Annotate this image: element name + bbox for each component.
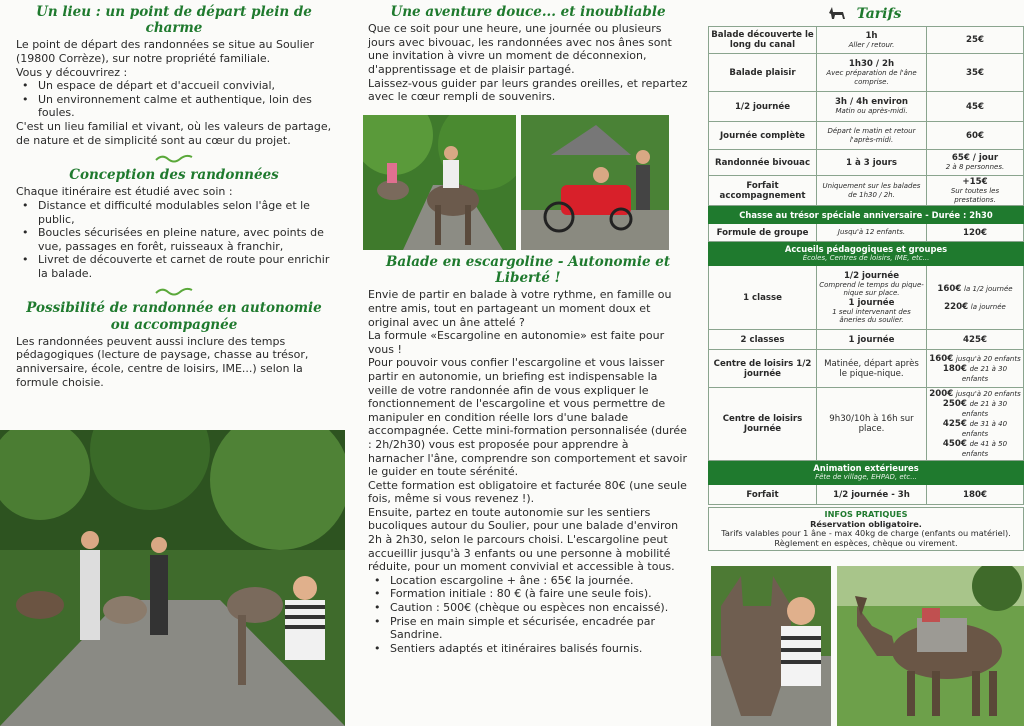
list-item: • Sentiers adaptés et itinéraires balisés fournis. — [368, 642, 688, 656]
cell-label: Forfait accompagnement — [709, 176, 817, 206]
cell-label: 1/2 journée — [709, 92, 817, 122]
cell-label: Formule de groupe — [709, 224, 817, 242]
price-note: de 41 à 50 enfants — [961, 440, 1008, 458]
cell-duration: Matinée, départ après le pique-nique. — [817, 350, 927, 388]
duration-note: Comprend le temps du pique-nique sur place. — [819, 280, 924, 297]
band-cell — [709, 461, 1024, 485]
cell-price — [927, 92, 1024, 122]
price: 160€ — [929, 353, 954, 364]
cell-duration: Départ le matin et retour l'après-midi. — [817, 122, 927, 150]
price: 220€ — [944, 301, 969, 312]
paragraph: Laissez-vous guider par leurs grandes oreilles, et repartez avec le cœur rempli de souvenirs. — [368, 76, 688, 104]
photo-family-donkeys — [0, 430, 345, 726]
cell-price — [927, 176, 1024, 206]
table-row — [709, 388, 1024, 461]
cell-duration: 9h30/10h à 16h sur place. — [817, 388, 927, 461]
duration-note: Matin ou après-midi. — [835, 107, 908, 116]
heading-aventure: Une aventure douce... et inoubliable — [390, 4, 666, 20]
paragraph: Le point de départ des randonnées se situe au Soulier (19800 Corrèze), sur notre propriété familiale. — [16, 38, 315, 65]
band-note: Fête de village, EHPAD, etc... — [815, 473, 917, 482]
list — [368, 574, 688, 656]
list-item: • Boucles sécurisées en pleine nature, avec points de vue, passages en forêt, ruisseaux à franchir, — [16, 226, 332, 253]
tarifs-title: Tarifs — [856, 5, 902, 22]
price: 45€ — [966, 101, 984, 112]
cell-duration — [817, 330, 927, 350]
price: 160€ — [937, 283, 962, 294]
squiggle-divider — [154, 285, 194, 297]
duration: 1 journée — [848, 297, 895, 308]
table-row — [709, 92, 1024, 122]
band-label: Accueils pédagogiques et groupes — [784, 244, 948, 255]
cell-label: Balade découverte le long du canal — [709, 27, 817, 54]
paragraph: Ensuite, partez en toute autonomie sur les sentiers bucoliques autour du Soulier, pour une balade d'environ 2h à 2h30, selon le parcours choisi. L'escargoline peut accueillir jusqu'à 3 enfants ou une personne à mobilité réduite, pour un moment convivial et accessible à tous. — [368, 505, 679, 574]
cell-duration — [817, 266, 927, 330]
table-row — [709, 350, 1024, 388]
duration-note: Aller / retour. — [848, 40, 895, 49]
paragraph: Vous y découvrirez : — [16, 65, 128, 79]
cell-label: Centre de loisirs 1/2 journée — [709, 350, 817, 388]
band-note: Écoles, Centres de loisirs, IME, etc... — [802, 254, 930, 263]
heading-escargoline: Balade en escargoline - Autonomie et Liberté ! — [385, 254, 671, 287]
price: 180€ — [963, 489, 987, 500]
paragraph: Envie de partir en balade à votre rythme, en famille ou entre amis, tout en partageant un moment doux et original avec un âne attelé ? — [368, 288, 672, 329]
list-item: • Prise en main simple et sécurisée, encadrée par Sandrine. — [368, 615, 688, 642]
cell-price — [927, 54, 1024, 92]
price: 250€ — [942, 399, 967, 409]
section-band — [709, 461, 1024, 485]
photo-donkey-with-packs — [837, 566, 1024, 726]
duration: 1h — [865, 30, 878, 41]
price-note: jusqu'à 20 enfants — [955, 354, 1021, 363]
cell-price — [927, 350, 1024, 388]
table-row — [709, 150, 1024, 176]
price: 120€ — [963, 227, 987, 238]
cell-price — [927, 266, 1024, 330]
table-row — [709, 122, 1024, 150]
paragraph: C'est un lieu familial et vivant, où les valeurs de partage, de nature et de simplicité sont au cœur du projet. — [16, 119, 332, 147]
duration: 3h / 4h environ — [834, 97, 909, 108]
price: +15€ — [962, 177, 988, 187]
tarifs-header — [708, 4, 1020, 24]
photo-escargoline-cart — [521, 115, 669, 250]
band-label: Animation extérieures — [813, 463, 919, 474]
section-band — [709, 206, 1024, 224]
price: 60€ — [966, 130, 984, 141]
cell-duration — [817, 485, 927, 505]
paragraph: Les randonnées peuvent aussi inclure des temps pédagogiques (lecture de paysage, chasse au trésor, anniversaire, école, centre de loisirs, IME...) selon la formule choisie. — [16, 334, 309, 389]
list-item: • Livret de découverte et carnet de route pour enrichir la balade. — [16, 253, 332, 280]
table-row — [709, 54, 1024, 92]
list-item: • Un espace de départ et d'accueil convivial, — [16, 79, 332, 93]
cell-price — [927, 150, 1024, 176]
price: 25€ — [966, 35, 984, 45]
list-item: • Formation initiale : 80 € (à faire une seule fois). — [368, 587, 688, 601]
cell-price — [927, 388, 1024, 461]
paragraph: La formule «Escargoline en autonomie» est faite pour vous ! — [368, 329, 665, 356]
cell-price — [927, 27, 1024, 54]
cell-label: Randonnée bivouac — [709, 150, 817, 176]
heading-lieu: Un lieu : un point de départ plein de charme — [36, 4, 312, 37]
paragraph: Pour pouvoir vous confier l'escargoline et vous laisser partir en autonomie, un briefing est indispensable la veille de votre randonnée afin de vous expliquer le fonctionnement de l'escargoline et vous permettre de manipuler en condition réelle lors d'une balade accompagnée. Cette mini-formation personnalisée (durée : 2h/2h30) vous est proposée pour apprendre à harnacher l'âne, comprendre son comportement et savoir le guider en toute sérénité. — [368, 356, 688, 479]
list-item: • Caution : 500€ (chèque ou espèces non encaissé). — [368, 601, 688, 615]
cell-duration — [817, 150, 927, 176]
table-row — [709, 176, 1024, 206]
price-note: jusqu'à 20 enfants — [955, 390, 1021, 398]
duration: 1h30 / 2h — [848, 59, 895, 69]
cell-price — [927, 224, 1024, 242]
price: 180€ — [942, 363, 967, 374]
infos-subtitle: Réservation obligatoire. — [810, 518, 922, 529]
price-note: de 31 à 40 enfants — [961, 420, 1008, 438]
table-row — [709, 485, 1024, 505]
cell-duration — [817, 27, 927, 54]
duration: 1 journée — [848, 334, 895, 345]
paragraph: Chaque itinéraire est étudié avec soin : — [16, 185, 233, 199]
price: 425€ — [942, 419, 967, 429]
price-note: la journée — [970, 302, 1006, 311]
price: 450€ — [942, 439, 967, 449]
photo-kids-riding-donkeys — [363, 115, 516, 250]
donkey-icon — [827, 5, 849, 23]
price: 425€ — [963, 334, 987, 345]
list — [16, 199, 332, 281]
heading-conception: Conception des randonnées — [69, 167, 279, 184]
cell-price — [927, 122, 1024, 150]
paragraph: Que ce soit pour une heure, une journée ou plusieurs jours avec bivouac, les randonnées avec nos ânes sont une invitation à vivre un moment de déconnexion, d'apprentissage et de plaisir partagé. — [368, 22, 672, 76]
price-note: la 1/2 journée — [964, 284, 1013, 293]
price: 35€ — [966, 67, 984, 78]
table-row — [709, 224, 1024, 242]
cell-duration: Uniquement sur les balades de 1h30 / 2h. — [817, 176, 927, 206]
cell-label: Forfait — [709, 485, 817, 505]
list-item: • Distance et difficulté modulables selon l'âge et le public, — [16, 199, 332, 226]
band-label: Chasse au trésor spéciale anniversaire - Durée : 2h30 — [709, 206, 1024, 224]
table-row — [709, 27, 1024, 54]
cell-label: Balade plaisir — [709, 54, 817, 92]
heading-autonomie: Possibilité de randonnée en autonomie ou accompagnée — [26, 300, 322, 333]
duration: 1/2 journée — [843, 270, 900, 281]
paragraph: Cette formation est obligatoire et facturée 80€ (une seule fois, même si vous revenez !). — [368, 478, 687, 506]
cell-duration — [817, 54, 927, 92]
cell-label: Journée complète — [709, 122, 817, 150]
price-note: Sur toutes les prestations. — [950, 187, 1000, 204]
tarifs-table — [708, 26, 1024, 505]
list-item: • Location escargoline + âne : 65€ la journée. — [368, 574, 688, 588]
infos-text: Tarifs valables pour 1 âne - max 40kg de charge (enfants ou matériel). — [721, 528, 1011, 539]
cell-label: Centre de loisirs Journée — [709, 388, 817, 461]
price-note: 2 à 8 personnes. — [945, 163, 1005, 172]
duration-note: 1 seul intervenant des âneries du soulier. — [832, 307, 911, 324]
duration-note: Avec préparation de l'âne comprise. — [826, 69, 917, 86]
cell-label: 2 classes — [709, 330, 817, 350]
duration: 1/2 journée - 3h — [833, 489, 910, 500]
price-note: de 21 à 30 enfants — [961, 364, 1008, 383]
price: 200€ — [929, 389, 954, 399]
cell-price — [927, 485, 1024, 505]
infos-title: INFOS PRATIQUES — [824, 509, 908, 519]
photo-boy-with-donkey — [711, 566, 831, 726]
table-row — [709, 330, 1024, 350]
infos-pratiques — [708, 507, 1024, 551]
section-band — [709, 242, 1024, 266]
cell-duration: Jusqu'à 12 enfants. — [817, 224, 927, 242]
cell-duration — [817, 92, 927, 122]
cell-price — [927, 330, 1024, 350]
column-middle-lower — [352, 254, 702, 726]
price: 65€ / jour — [951, 153, 999, 164]
band-cell — [709, 242, 1024, 266]
list-item: • Un environnement calme et authentique, loin des foules. — [16, 93, 332, 120]
table-row — [709, 266, 1024, 330]
cell-label: 1 classe — [709, 266, 817, 330]
squiggle-divider — [154, 152, 194, 164]
duration: 1 à 3 jours — [845, 157, 898, 168]
price-note: de 21 à 30 enfants — [961, 400, 1008, 418]
list — [16, 79, 332, 120]
infos-text: Règlement en espèces, chèque ou virement. — [774, 537, 958, 548]
